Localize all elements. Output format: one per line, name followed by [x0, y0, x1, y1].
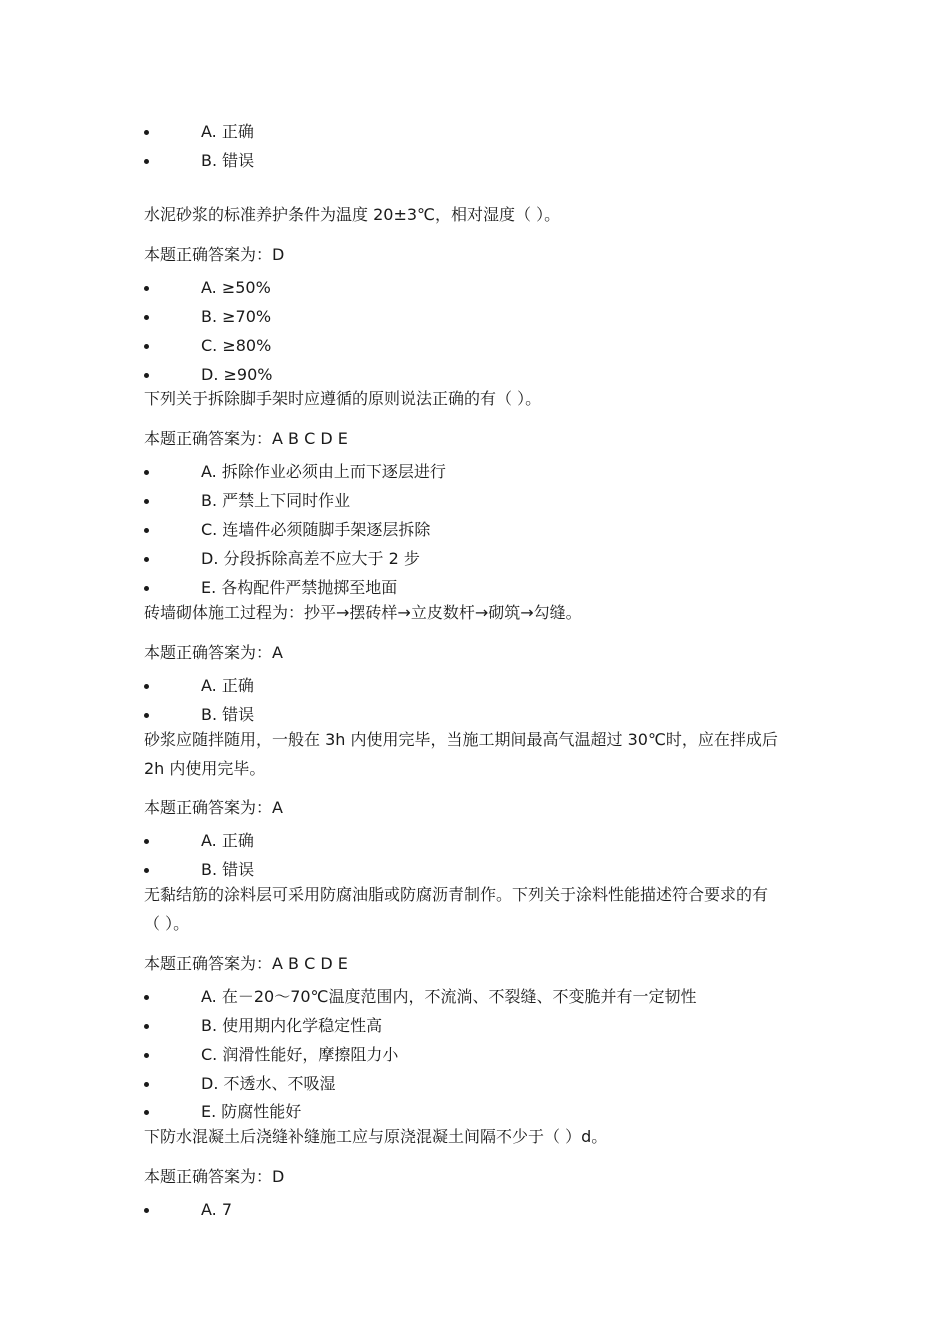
list-item [0, 1014, 950, 1038]
bullet-icon [144, 1053, 149, 1058]
answer-line: 本题正确答案为：A [144, 643, 283, 662]
bullet-icon [144, 995, 149, 1000]
bullet-icon [144, 713, 149, 718]
bullet-icon [144, 528, 149, 533]
option-text: B. 错误 [201, 860, 255, 879]
option-text: B. ≥70% [201, 307, 272, 326]
answer-line: 本题正确答案为：A B C D E [144, 429, 348, 448]
question-stem: 下防水混凝土后浇缝补缝施工应与原浇混凝土间隔不少于（ ）d。 [144, 1127, 608, 1146]
question-stem: 砖墙砌体施工过程为：抄平→摆砖样→立皮数杆→砌筑→勾缝。 [144, 603, 582, 622]
bullet-icon [144, 586, 149, 591]
list-item [0, 576, 950, 600]
list-item [0, 985, 950, 1009]
list-item [0, 1072, 950, 1096]
list-item [0, 305, 950, 329]
list-item [0, 334, 950, 358]
answer-line: 本题正确答案为：D [144, 245, 285, 264]
question-stem: 砂浆应随拌随用，一般在 3h 内使用完毕，当施工期间最高气温超过 30℃时，应在拌成后 [144, 730, 778, 749]
option-text: D. ≥90% [201, 365, 273, 384]
list-item [0, 489, 950, 513]
answer-line: 本题正确答案为：A B C D E [144, 954, 348, 973]
bullet-icon [144, 130, 149, 135]
option-text: A. 正确 [201, 122, 254, 141]
list-item [0, 1043, 950, 1067]
option-text: D. 不透水、不吸湿 [201, 1074, 336, 1093]
list-item [0, 276, 950, 300]
option-text: A. ≥50% [201, 278, 271, 297]
option-text: A. 正确 [201, 831, 254, 850]
bullet-icon [144, 1024, 149, 1029]
bullet-icon [144, 839, 149, 844]
list-item [0, 674, 950, 698]
bullet-icon [144, 868, 149, 873]
bullet-icon [144, 286, 149, 291]
option-text: B. 错误 [201, 705, 255, 724]
answer-line: 本题正确答案为：A [144, 798, 283, 817]
list-item [0, 1100, 950, 1124]
bullet-icon [144, 159, 149, 164]
question-stem: 水泥砂浆的标准养护条件为温度 20±3℃，相对湿度（ ）。 [144, 205, 561, 224]
option-text: C. 连墙件必须随脚手架逐层拆除 [201, 520, 431, 539]
question-stem: 无黏结筋的涂料层可采用防腐油脂或防腐沥青制作。下列关于涂料性能描述符合要求的有 [144, 885, 769, 904]
list-item [0, 518, 950, 542]
option-text: B. 严禁上下同时作业 [201, 491, 351, 510]
list-item [0, 703, 950, 727]
list-item [0, 149, 950, 173]
bullet-icon [144, 557, 149, 562]
bullet-icon [144, 1082, 149, 1087]
list-item [0, 547, 950, 571]
list-item [0, 120, 950, 144]
option-text: C. 润滑性能好，摩擦阻力小 [201, 1045, 399, 1064]
answer-line: 本题正确答案为：D [144, 1167, 285, 1186]
option-text: D. 分段拆除高差不应大于 2 步 [201, 549, 420, 568]
bullet-icon [144, 684, 149, 689]
question-stem-continued: 2h 内使用完毕。 [144, 759, 266, 778]
option-text: E. 防腐性能好 [201, 1102, 302, 1121]
bullet-icon [144, 470, 149, 475]
option-text: A. 在－20～70℃温度范围内，不流淌、不裂缝、不变脆并有一定韧性 [201, 987, 697, 1006]
list-item [0, 363, 950, 387]
option-text: E. 各构配件严禁抛掷至地面 [201, 578, 398, 597]
bullet-icon [144, 315, 149, 320]
list-item [0, 1198, 950, 1222]
list-item [0, 829, 950, 853]
bullet-icon [144, 1208, 149, 1213]
bullet-icon [144, 499, 149, 504]
option-text: B. 错误 [201, 151, 255, 170]
bullet-icon [144, 373, 149, 378]
option-text: A. 正确 [201, 676, 254, 695]
bullet-icon [144, 1110, 149, 1115]
bullet-icon [144, 344, 149, 349]
option-text: A. 拆除作业必须由上而下逐层进行 [201, 462, 446, 481]
option-text: C. ≥80% [201, 336, 272, 355]
list-item [0, 460, 950, 484]
option-text: B. 使用期内化学稳定性高 [201, 1016, 383, 1035]
question-stem-continued: （ ）。 [144, 914, 190, 933]
question-stem: 下列关于拆除脚手架时应遵循的原则说法正确的有（ ）。 [144, 389, 542, 408]
list-item [0, 858, 950, 882]
option-text: A. 7 [201, 1200, 233, 1219]
